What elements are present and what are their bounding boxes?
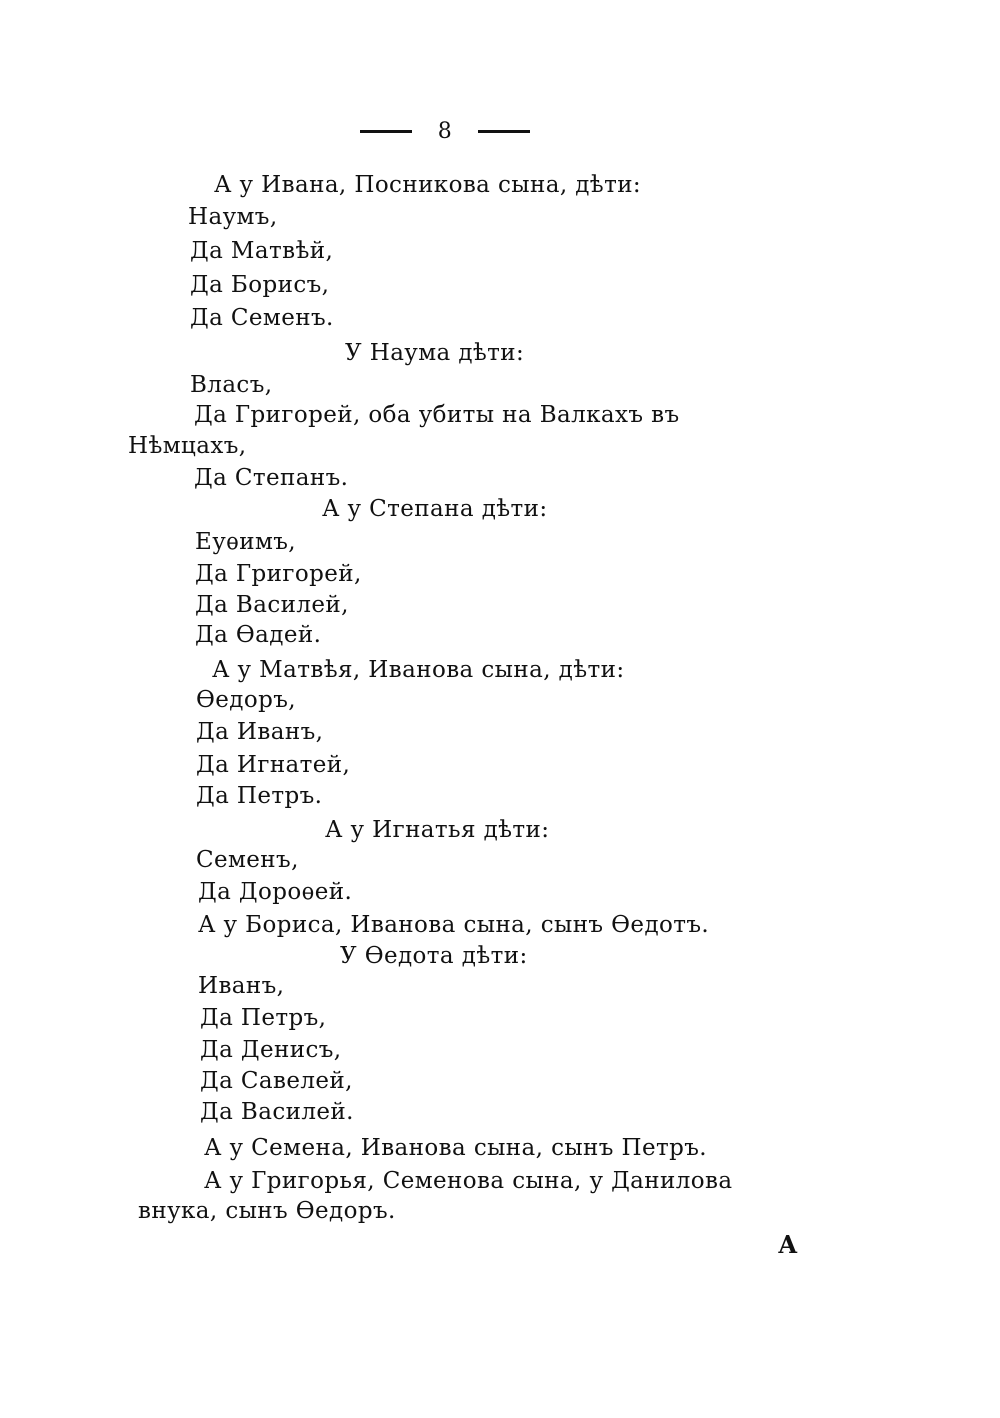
- page-number: 8: [437, 118, 453, 144]
- text-line: А у Ивана, Посникова сына, дѣти:: [214, 172, 642, 198]
- text-line: Да Петръ,: [200, 1005, 327, 1031]
- text-line: Да Иванъ,: [196, 719, 324, 745]
- text-line: Нѣмцахъ,: [128, 433, 247, 459]
- text-line: У Ѳедота дѣти:: [340, 943, 528, 969]
- text-line: Ѳедоръ,: [196, 687, 296, 713]
- text-line: Да Василей,: [195, 592, 349, 618]
- page-header: [330, 116, 560, 146]
- text-line: У Наума дѣти:: [345, 340, 525, 366]
- text-line: А у Игнатья дѣти:: [325, 817, 550, 843]
- text-line: А у Григорья, Семенова сына, у Данилова: [204, 1168, 733, 1194]
- text-line: Да Савелей,: [200, 1068, 353, 1094]
- text-line: Да Борисъ,: [190, 272, 330, 298]
- catchword: А: [778, 1230, 798, 1259]
- left-dash: [360, 130, 412, 133]
- text-line: внука, сынъ Ѳедоръ.: [138, 1198, 396, 1224]
- text-line: Да Василей.: [200, 1099, 354, 1125]
- text-line: А у Бориса, Иванова сына, сынъ Ѳедотъ.: [198, 912, 710, 938]
- text-line: А у Матвѣя, Иванова сына, дѣти:: [212, 657, 625, 683]
- right-dash: [478, 130, 530, 133]
- text-line: Да Ѳадей.: [195, 622, 322, 648]
- text-line: Да Игнатей,: [196, 752, 351, 778]
- text-line: Еуѳимъ,: [195, 529, 296, 555]
- text-line: Да Денисъ,: [200, 1037, 342, 1063]
- text-line: Да Дороѳей.: [198, 879, 353, 905]
- text-line: Да Семенъ.: [190, 305, 334, 331]
- text-line: А у Степана дѣти:: [322, 496, 548, 522]
- text-line: Власъ,: [190, 372, 273, 398]
- text-line: Семенъ,: [196, 847, 299, 873]
- text-line: Да Степанъ.: [194, 465, 349, 491]
- text-line: Иванъ,: [198, 973, 285, 999]
- text-line: Да Матвѣй,: [190, 238, 334, 264]
- text-line: Да Григорей, оба убиты на Валкахъ въ: [194, 402, 680, 428]
- text-line: Да Григорей,: [195, 561, 362, 587]
- text-line: А у Семена, Иванова сына, сынъ Петръ.: [204, 1135, 707, 1161]
- text-line: Да Петръ.: [196, 783, 323, 809]
- text-line: Наумъ,: [188, 204, 278, 230]
